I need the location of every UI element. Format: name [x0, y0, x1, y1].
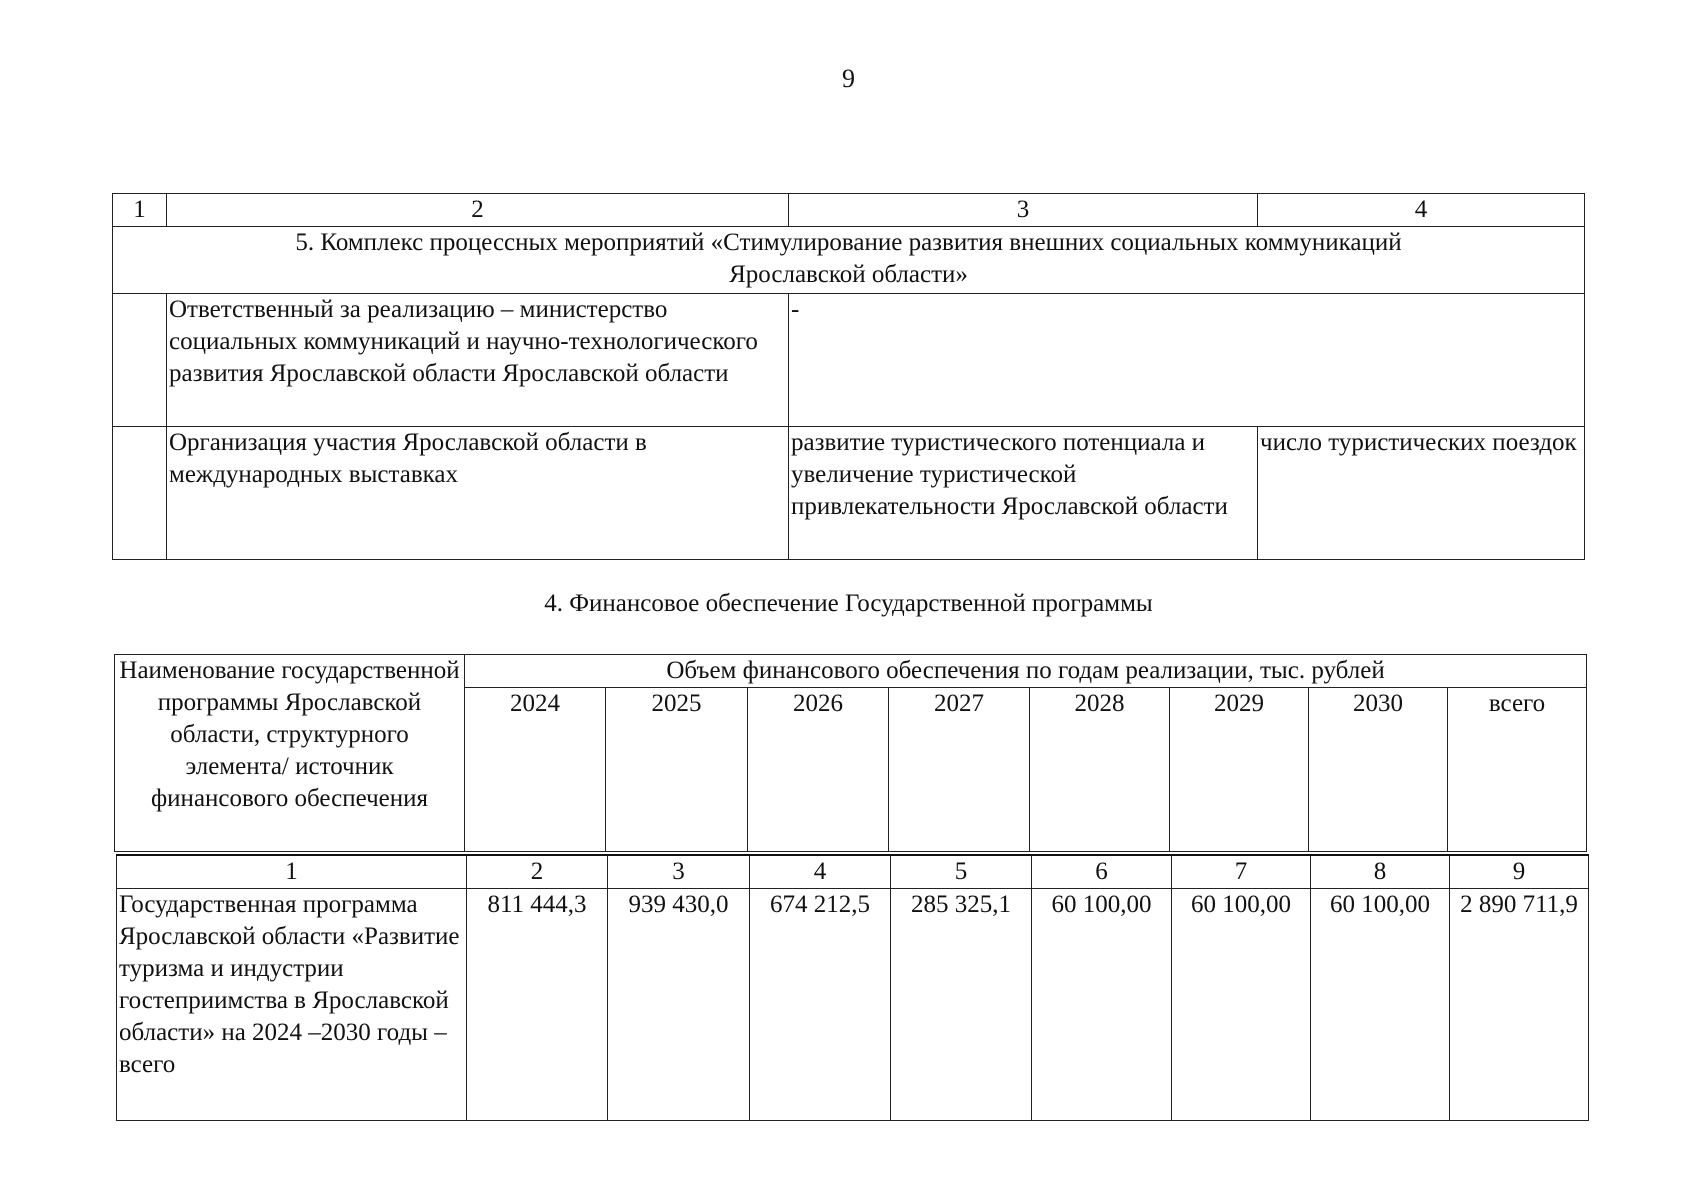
section-title-row	[113, 227, 1585, 294]
section-title-line-2: Ярославской области»	[729, 261, 968, 288]
finance-body-table	[116, 854, 1589, 1121]
responsible-row	[113, 294, 1585, 427]
name-column-header: Наименование государственной программы Ярославской области, структурного элемента/ источник финансового обеспечения	[115, 655, 465, 852]
column-number-3: 3	[789, 194, 1258, 227]
volume-header: Объем финансового обеспечения по годам реализации, тыс. рублей	[465, 655, 1587, 688]
column-number-1: 1	[113, 194, 167, 227]
finance-column-number-row	[117, 855, 1589, 889]
task-name: Организация участия Ярославской области в международных выставках	[167, 427, 789, 560]
year-header-2028: 2028	[1030, 688, 1170, 852]
responsible-value: -	[789, 294, 1585, 427]
finance-column-number-9: 9	[1450, 855, 1589, 889]
year-header-2024: 2024	[465, 688, 606, 852]
column-number-2: 2	[167, 194, 789, 227]
section-title-line-1: 5. Комплекс процессных мероприятий «Стимулирование развития внешних социальных коммуникаций	[295, 229, 1402, 256]
year-header-2029: 2029	[1170, 688, 1309, 852]
program-name: Государственная программа Ярославской области «Развитие туризма и индустрии гостеприимства в Ярославской области» на 2024 –2030 годы – всего	[117, 889, 467, 1121]
finance-section-title: 4. Финансовое обеспечение Государственной программы	[544, 590, 1153, 617]
task-row	[113, 427, 1585, 560]
section-title-cell	[113, 227, 1585, 294]
value-2030: 60 100,00	[1311, 889, 1450, 1121]
value-2029: 60 100,00	[1172, 889, 1311, 1121]
year-header-2025: 2025	[606, 688, 748, 852]
finance-column-number-8: 8	[1311, 855, 1450, 889]
empty-cell	[113, 294, 167, 427]
value-2028: 60 100,00	[1032, 889, 1172, 1121]
value-2024: 811 444,3	[467, 889, 608, 1121]
finance-header-table	[114, 654, 1587, 852]
responsible-text: Ответственный за реализацию – министерство социальных коммуникаций и научно-технологического развития Ярославской области Ярославской области	[167, 294, 789, 427]
value-2027: 285 325,1	[891, 889, 1032, 1121]
empty-cell	[113, 427, 167, 560]
finance-column-number-2: 2	[467, 855, 608, 889]
column-number-row	[113, 194, 1585, 227]
task-indicator: число туристических поездок	[1258, 427, 1585, 560]
finance-column-number-1: 1	[117, 855, 467, 889]
finance-column-number-5: 5	[891, 855, 1032, 889]
page-number: 9	[842, 64, 855, 93]
year-header-2030: 2030	[1309, 688, 1448, 852]
finance-header-row-1	[115, 655, 1587, 688]
year-header-2027: 2027	[889, 688, 1030, 852]
year-header-total: всего	[1448, 688, 1587, 852]
column-number-4: 4	[1258, 194, 1585, 227]
finance-column-number-6: 6	[1032, 855, 1172, 889]
year-header-2026: 2026	[748, 688, 889, 852]
value-total: 2 890 711,9	[1450, 889, 1589, 1121]
finance-column-number-3: 3	[608, 855, 750, 889]
value-2026: 674 212,5	[750, 889, 891, 1121]
finance-data-row	[117, 889, 1589, 1121]
finance-column-number-4: 4	[750, 855, 891, 889]
value-2025: 939 430,0	[608, 889, 750, 1121]
processes-table	[112, 193, 1585, 560]
task-effect: развитие туристического потенциала и увеличение туристической привлекательности Ярославской области	[789, 427, 1258, 560]
finance-column-number-7: 7	[1172, 855, 1311, 889]
